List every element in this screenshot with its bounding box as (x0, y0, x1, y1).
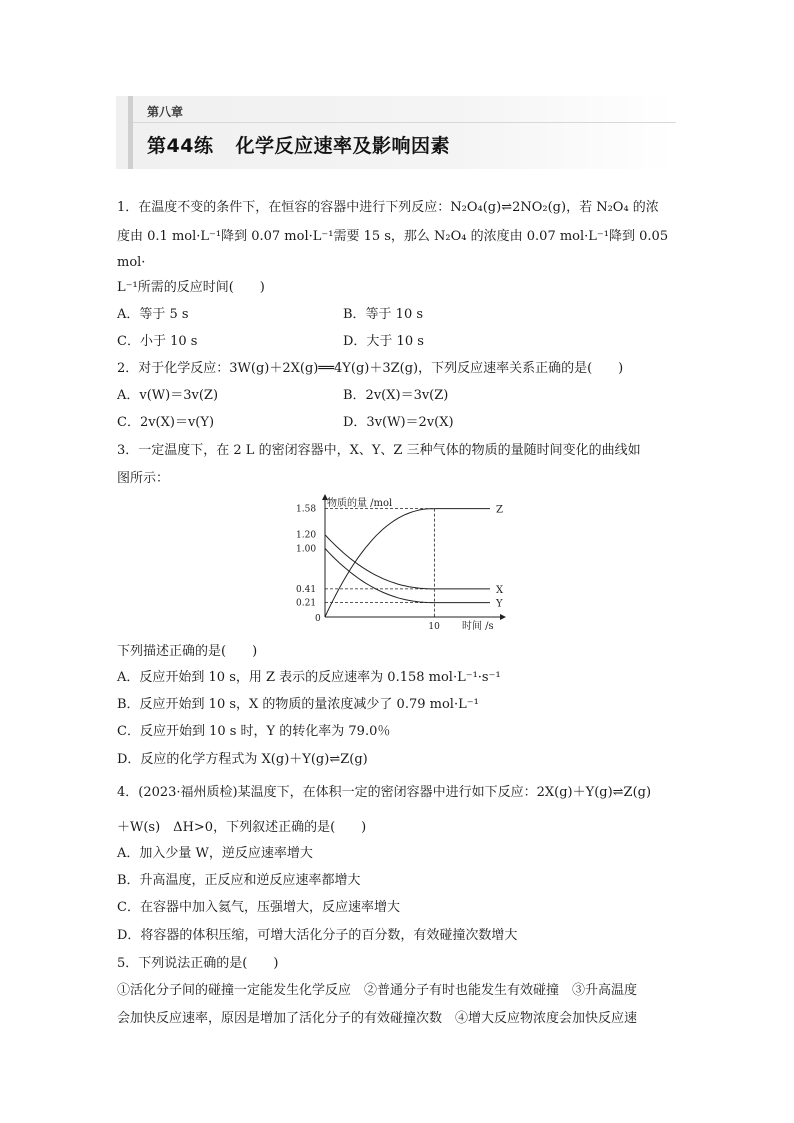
q4-stem-line-1: 4．(2023·福州质检)某温度下，在体积一定的密闭容器中进行如下反应：2X(g)＋Y(g)⇌Z(g) (117, 785, 652, 800)
y-tick-label-1-20: 1.20 (296, 530, 317, 541)
q1-option-a: A．等于 5 s (117, 307, 189, 322)
chart-plot-area (296, 494, 506, 632)
header-divider (133, 122, 676, 123)
curve-z (325, 509, 434, 617)
q1-stem-line-1: 1．在温度不变的条件下，在恒容的容器中进行下列反应：N₂O₄(g)⇌2NO₂(g)，若 N₂O₄ 的浓 (117, 200, 659, 215)
header-accent-bar (128, 96, 133, 169)
q2-stem: 2．对于化学反应：3W(g)＋2X(g)══4Y(g)＋3Z(g)，下列反应速率关系正确的是( ) (117, 361, 624, 376)
q1-stem-line-3: mol· (117, 255, 146, 270)
exercise-name: 化学反应速率及影响因素 (235, 135, 450, 157)
y-tick-label-0-41: 0.41 (296, 584, 317, 595)
q3-prompt: 下列描述正确的是( ) (117, 644, 258, 659)
y-axis-label: 物质的量 /mol (327, 498, 393, 509)
q4-stem-line-2: ＋W(s) ΔH>0，下列叙述正确的是( ) (117, 820, 367, 835)
curve-y (325, 548, 434, 602)
series-label-x: X (496, 584, 504, 596)
q1-option-b: B．等于 10 s (343, 307, 424, 322)
q1-option-c: C．小于 10 s (117, 334, 198, 349)
exercise-number: 第44练 (147, 135, 214, 157)
q5-statement-line-1: ①活化分子间的碰撞一定能发生化学反应 ②普通分子有时也能发生有效碰撞 ③升高温度 (117, 983, 638, 998)
q3-option-d: D．反应的化学方程式为 X(g)＋Y(g)⇌Z(g) (117, 752, 368, 767)
substance-amount-chart (292, 492, 512, 634)
q1-stem-line-4: L⁻¹所需的反应时间( ) (117, 280, 265, 295)
q4-option-a: A．加入少量 W，逆反应速率增大 (117, 846, 313, 861)
q5-statement-line-2: 会加快反应速率，原因是增加了活化分子的有效碰撞次数 ④增大反应物浓度会加快反应速 (117, 1011, 638, 1026)
q4-option-c: C．在容器中加入氦气，压强增大，反应速率增大 (117, 900, 400, 915)
q3-option-b: B．反应开始到 10 s，X 的物质的量浓度减少了 0.79 mol·L⁻¹ (117, 697, 479, 712)
q2-option-d: D．3v(W)＝2v(X) (343, 415, 454, 430)
q1-stem-line-2: 度由 0.1 mol·L⁻¹降到 0.07 mol·L⁻¹需要 15 s，那么 N₂O₄ 的浓度由 0.07 mol·L⁻¹降到 0.05 (117, 229, 669, 244)
series-label-y: Y (496, 598, 503, 610)
x-axis-arrow (500, 614, 506, 620)
q4-option-b: B．升高温度，正反应和逆反应速率都增大 (117, 873, 361, 888)
q2-option-c: C．2v(X)＝v(Y) (117, 415, 215, 430)
q4-option-d: D．将容器的体积压缩，可增大活化分子的百分数，有效碰撞次数增大 (117, 928, 518, 943)
q5-stem: 5．下列说法正确的是( ) (117, 956, 279, 971)
q3-stem-line-1: 3．一定温度下，在 2 L 的密闭容器中，X、Y、Z 三种气体的物质的量随时间变化的曲线如 (117, 443, 641, 458)
q3-option-a: A．反应开始到 10 s，用 Z 表示的反应速率为 0.158 mol·L⁻¹·s⁻¹ (117, 670, 501, 685)
exercise-title (147, 131, 450, 158)
chapter-label: 第八章 (147, 105, 184, 119)
y-tick-label-0-21: 0.21 (296, 598, 317, 609)
series-label-z: Z (496, 504, 503, 516)
q2-option-b: B．2v(X)＝3v(Z) (343, 388, 449, 403)
x-tick-label-10: 10 (428, 622, 440, 632)
curve-x (325, 535, 434, 589)
x-axis-label: 时间 /s (462, 621, 494, 632)
origin-tick-label: 0 (315, 614, 321, 624)
q3-option-c: C．反应开始到 10 s 时，Y 的转化率为 79.0％ (117, 724, 391, 739)
q3-stem-line-2: 图所示： (117, 471, 170, 486)
y-tick-label-1-00: 1.00 (296, 544, 317, 555)
y-tick-label-1-58: 1.58 (296, 504, 317, 515)
q2-option-a: A．v(W)＝3v(Z) (117, 388, 219, 403)
q1-option-d: D．大于 10 s (343, 334, 424, 349)
